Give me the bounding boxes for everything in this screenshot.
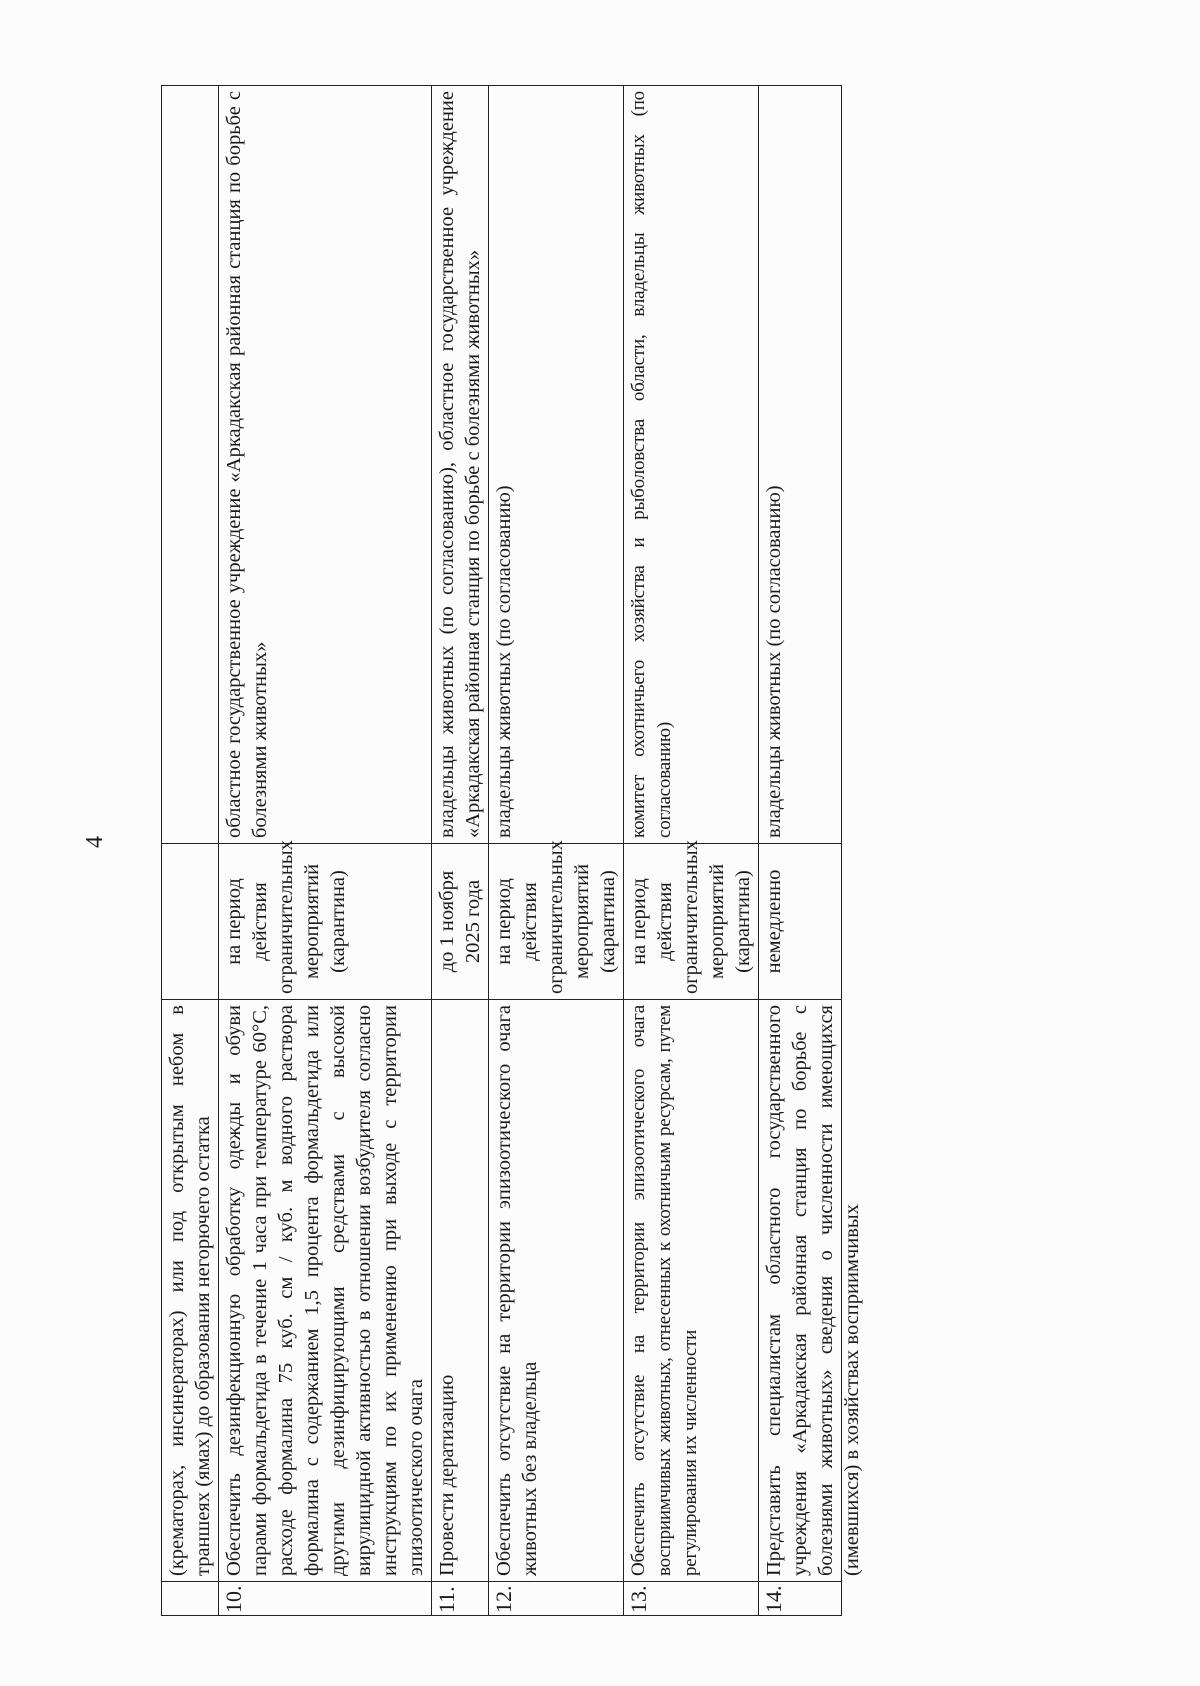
term-line: действия: [249, 882, 271, 961]
measure-text: Представить специалистам областного государственного учреждения «Аркадакская районная станция по борьбе с болезнями животных» сведения о численности имеющихся (имевшихся) в хозяйствах восприимчивых: [763, 1005, 863, 1576]
row-number-cell: 10.: [219, 1582, 432, 1616]
term-line: мероприятий: [301, 863, 323, 980]
measure-text-cell: Провести дератизацию: [432, 1000, 489, 1582]
executor-cell: владельцы животных (по согласованию): [759, 86, 842, 844]
table-row: [624, 86, 759, 1616]
row-number-cell: 14.: [759, 1582, 842, 1616]
measure-text-cell: (крематорах, инсинераторах) или под открытым небом в траншеях (ямах) до образования негорючего остатка: [162, 1000, 219, 1582]
executor-cell: владельцы животных (по согласованию), областное государственное учреждение «Аркадакская районная станция по борьбе с болезнями животных»: [432, 86, 489, 844]
term-line: мероприятий: [571, 863, 593, 980]
term-line: на период: [628, 878, 650, 965]
row-number-cell: 12.: [489, 1582, 624, 1616]
executor-cell: областное государственное учреждение «Аркадакская районная станция по борьбе с болезнями животных»: [219, 86, 432, 844]
term-cell: [432, 844, 489, 1000]
term-line: 2025 года: [462, 879, 484, 964]
term-line: ограничительных: [680, 840, 702, 994]
table-row: [489, 86, 624, 1616]
page-number: 4: [82, 836, 108, 848]
term-cell: [759, 844, 842, 1000]
measure-text-cell: Обеспечить дезинфекционную обработку одежды и обуви парами формальдегида в течение 1 часа при температуре 60°С, расходе формалина 75 куб. см / куб. м водного раствора формалина с содержанием 1,5 процента формальдегида или другими дезинфицирующими средствами с высокой вирулицидной активностью в отношении возбудителя согласно инструкциям по их применению при выходе с территории эпизоотического очага: [219, 1000, 432, 1582]
table-row: [162, 86, 219, 1616]
table-row: [432, 86, 489, 1616]
term-line: ограничительных: [545, 840, 567, 994]
measure-text-cell: Обеспечить отсутствие на территории эпизоотического очага восприимчивых животных, отнесенных к охотничьим ресурсам, путем регулирования их численности: [624, 1000, 759, 1582]
term-line: (карантина): [732, 870, 754, 973]
rotated-table-area: [161, 86, 871, 1616]
term-line: до 1 ноября: [436, 870, 458, 973]
term-line: мероприятий: [706, 863, 728, 980]
executor-cell: владельцы животных (по согласованию): [489, 86, 624, 844]
term-cell: [219, 840, 432, 1000]
term-cell: [489, 840, 624, 1000]
term-line: на период: [493, 878, 515, 965]
term-line: действия: [654, 882, 676, 961]
measure-text-cell: [759, 1000, 863, 1582]
measure-text-cell: Обеспечить отсутствие на территории эпизоотического очага животных без владельца: [489, 1000, 624, 1582]
executor-cell: [162, 86, 219, 844]
term-line: ограничительных: [275, 840, 297, 994]
table-row: [759, 86, 842, 1616]
term-line: на период: [223, 878, 245, 965]
term-line: (карантина): [327, 870, 349, 973]
executor-cell: комитет охотничьего хозяйства и рыболовства области, владельцы животных (по согласованию): [624, 86, 759, 844]
measures-table: [161, 85, 863, 1616]
row-number-cell: 13.: [624, 1582, 759, 1616]
row-number-cell: [162, 1582, 219, 1616]
term-line: немедленно: [763, 869, 785, 974]
term-line: (карантина): [597, 870, 619, 973]
term-cell: [162, 844, 219, 1000]
term-cell: [624, 840, 759, 1000]
row-number-cell: 11.: [432, 1582, 489, 1616]
table-row: [219, 86, 432, 1616]
term-line: действия: [519, 882, 541, 961]
